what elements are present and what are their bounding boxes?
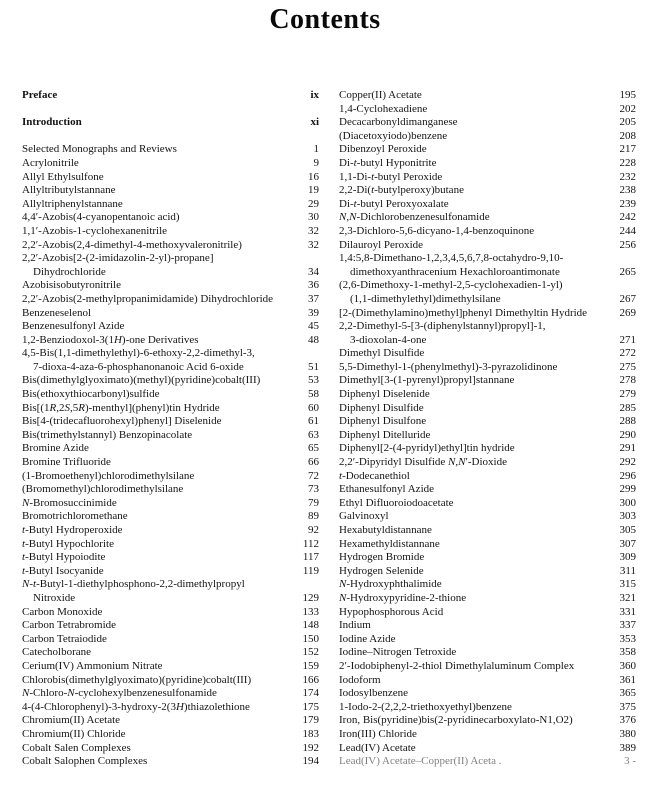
toc-entry-label: Dibenzoyl Peroxide: [339, 143, 427, 156]
toc-entry-page: 192: [302, 741, 319, 754]
toc-entry-label: Chromium(II) Chloride: [22, 727, 126, 740]
toc-entry-page: 195: [619, 89, 636, 101]
toc-entry-page: 65: [308, 442, 319, 455]
toc-entry-label: Di-t-butyl Peroxyoxalate: [339, 197, 449, 210]
toc-entry-page: 279: [619, 388, 636, 401]
toc-entry-label: Hypophosphorous Acid: [339, 605, 444, 618]
toc-entry-label: Cobalt Salophen Complexes: [22, 755, 148, 768]
toc-entry: [339, 565, 636, 579]
toc-entry-label: Introduction: [22, 116, 82, 129]
toc-entry-page: 159: [302, 659, 319, 672]
toc-entry-label: t-Butyl Hypoiodite: [22, 551, 106, 564]
toc-entry-label: 2,2′-Dipyridyl Disulfide N,N′-Dioxide: [339, 456, 507, 469]
toc-entry-page: 321: [619, 591, 636, 604]
toc-entry-label: Catecholborane: [22, 646, 92, 659]
toc-entry: [339, 347, 636, 361]
toc-entry-label: Lead(IV) Acetate: [339, 741, 416, 754]
toc-entry-page: 217: [619, 143, 636, 156]
toc-entry-page: 34: [308, 265, 319, 278]
toc-entry-page: 72: [308, 469, 319, 482]
toc-entry: [339, 429, 636, 443]
toc-entry-label: 7-dioxa-4-aza-6-phosphanonanoic Acid 6-oxide: [33, 360, 244, 373]
toc-entry: [339, 470, 636, 484]
toc-entry-label: Selected Monographs and Reviews: [22, 143, 177, 156]
toc-entry: [22, 728, 319, 742]
toc-entry-page: 61: [308, 415, 319, 428]
toc-entry: [22, 402, 319, 416]
toc-entry-page: 337: [619, 619, 636, 632]
toc-entry-label: 1,1′-Azobis-1-cyclohexanenitrile: [22, 224, 168, 237]
toc-entry-label: N,N-Dichlorobenzenesulfonamide: [339, 211, 490, 224]
toc-entry: [22, 456, 319, 470]
toc-entry: [22, 714, 319, 728]
toc-entry-page: xi: [310, 116, 319, 129]
toc-entry-label: Iodine–Nitrogen Tetroxide: [339, 646, 457, 659]
toc-entry-label: (1-Bromoethenyl)chlorodimethylsilane: [22, 469, 195, 482]
toc-entry: [339, 483, 636, 497]
toc-entry: [339, 497, 636, 511]
toc-entry: [339, 402, 636, 416]
toc-entry-page: 380: [619, 727, 636, 740]
toc-entry-page: 232: [619, 170, 636, 183]
toc-entry-page: 271: [619, 333, 636, 346]
toc-entry-label: Carbon Monoxide: [22, 605, 103, 618]
toc-entry: [22, 646, 319, 660]
toc-entry-page: 365: [619, 687, 636, 700]
toc-column-left: [22, 89, 319, 769]
toc-entry: [339, 279, 636, 293]
toc-entry: [22, 429, 319, 443]
toc-entry-label: Dimethyl Disulfide: [339, 347, 425, 360]
toc-entry-label: 4,4′-Azobis(4-cyanopentanoic acid): [22, 211, 180, 224]
toc-entry-label: 4,5-Bis(1,1-dimethylethyl)-6-ethoxy-2,2-dimethyl-3,: [22, 347, 255, 360]
toc-entry-page: 285: [619, 401, 636, 414]
toc-entry: [339, 606, 636, 620]
toc-entry: [22, 619, 319, 633]
toc-entry-label: 2,2′-Azobis(2-methylpropanimidamide) Dihydrochloride: [22, 292, 274, 305]
toc-entry-page: 376: [619, 714, 636, 727]
toc-entry-label: Chlorobis(dimethylglyoximato)(pyridine)cobalt(III): [22, 673, 252, 686]
toc-entry-page: 353: [619, 632, 636, 645]
toc-entry-label: Lead(IV) Acetate–Copper(II) Aceta .: [339, 755, 502, 768]
toc-entry-page: 45: [308, 320, 319, 333]
toc-entry: [22, 198, 319, 212]
page-title: Contents: [269, 4, 381, 35]
toc-entry-label: Cerium(IV) Ammonium Nitrate: [22, 659, 163, 672]
toc-entry-label: Bromine Trifluoride: [22, 456, 111, 469]
toc-spacer: [22, 103, 319, 117]
toc-entry-page: 29: [308, 197, 319, 210]
toc-entry: [339, 130, 636, 144]
toc-entry-label: 2,2-Di(t-butylperoxy)butane: [339, 184, 464, 197]
toc-entry-label: Bis(dimethylglyoximato)(methyl)(pyridine)cobalt(III): [22, 374, 261, 387]
toc-entry: [339, 171, 636, 185]
toc-entry-label: Azobisisobutyronitrile: [22, 279, 121, 292]
toc-entry-page: ix: [310, 89, 319, 101]
toc-entry: [339, 674, 636, 688]
toc-entry: [339, 524, 636, 538]
toc-entry-page: 166: [302, 673, 319, 686]
toc-entry: [339, 660, 636, 674]
toc-entry: [22, 347, 319, 361]
toc-entry-page: 1: [313, 143, 319, 156]
toc-entry: [339, 456, 636, 470]
toc-entry-page: 183: [302, 727, 319, 740]
toc-entry-page: 16: [308, 170, 319, 183]
toc-entry: [339, 388, 636, 402]
toc-entry: [339, 538, 636, 552]
toc-entry: [339, 578, 636, 592]
toc-entry-page: 194: [302, 755, 319, 768]
toc-entry: [339, 687, 636, 701]
toc-entry: [22, 89, 319, 103]
toc-entry-page: 299: [619, 483, 636, 496]
toc-entry-label: Diphenyl Disulfide: [339, 401, 424, 414]
toc-entry-label: Cobalt Salen Complexes: [22, 741, 131, 754]
toc-entry: [339, 293, 636, 307]
toc-entry-page: 63: [308, 428, 319, 441]
toc-entry-page: 119: [302, 564, 319, 577]
toc-entry: [339, 211, 636, 225]
toc-entry-label: Iron(III) Chloride: [339, 727, 417, 740]
toc-column-right: [339, 89, 636, 769]
toc-entry-label: N-Bromosuccinimide: [22, 496, 117, 509]
toc-entry-page: 267: [619, 292, 636, 305]
toc-entry: [22, 157, 319, 171]
toc-entry: [339, 374, 636, 388]
toc-entry-page: 30: [308, 211, 319, 224]
toc-entry-label: Hexabutyldistannane: [339, 524, 432, 536]
toc-entry: [22, 143, 319, 157]
toc-entry-page: 311: [619, 564, 636, 577]
toc-entry: [339, 225, 636, 239]
toc-entry: [22, 592, 319, 606]
toc-entry-page: 307: [619, 537, 636, 550]
toc-entry-page: 361: [619, 673, 636, 686]
toc-entry-page: 208: [619, 129, 636, 142]
toc-entry-page: 360: [619, 659, 636, 672]
toc-entry-label: Iron, Bis(pyridine)bis(2-pyridinecarboxylato-N1,O2): [339, 714, 573, 727]
toc-entry-label: N-t-Butyl-1-diethylphosphono-2,2-dimethylpropyl: [22, 578, 245, 591]
toc-entry-label: (Diacetoxyiodo)benzene: [339, 129, 448, 142]
toc-entry-page: 309: [619, 551, 636, 564]
toc-entry-page: 272: [619, 347, 636, 360]
toc-entry: [22, 388, 319, 402]
toc-entry-page: 179: [302, 714, 319, 727]
toc-entry-page: 148: [302, 619, 319, 632]
toc-entry: [22, 184, 319, 198]
toc-entry: [22, 578, 319, 592]
toc-entry-page: 58: [308, 388, 319, 401]
toc-entry-label: Benzenesulfonyl Azide: [22, 320, 125, 333]
toc-entry-label: t-Butyl Hypochlorite: [22, 537, 114, 550]
toc-entry: [339, 646, 636, 660]
toc-entry-page: 239: [619, 197, 636, 210]
toc-entry: [22, 551, 319, 565]
toc-entry: [22, 239, 319, 253]
toc-entry-page: 228: [619, 156, 636, 169]
toc-entry: [22, 538, 319, 552]
toc-entry-page: 19: [308, 184, 319, 197]
toc-entry: [22, 307, 319, 321]
toc-entry-page: 36: [308, 279, 319, 292]
toc-entry: [22, 606, 319, 620]
toc-entry: [22, 211, 319, 225]
toc-entry: [22, 116, 319, 130]
toc-entry-label: Preface: [22, 89, 58, 101]
toc-entry-label: Ethanesulfonyl Azide: [339, 483, 435, 496]
toc-entry-page: 292: [619, 456, 636, 469]
toc-entry-page: 53: [308, 374, 319, 387]
toc-entry: [22, 361, 319, 375]
toc-entry: [22, 171, 319, 185]
toc-entry: [22, 334, 319, 348]
toc-entry-page: 9: [313, 156, 319, 169]
toc-entry-label: Bromotrichloromethane: [22, 510, 128, 523]
toc-entry: [22, 320, 319, 334]
toc-entry: [339, 755, 636, 769]
toc-entry-label: 1,4:5,8-Dimethano-1,2,3,4,5,6,7,8-octahydro-9,10-: [339, 252, 564, 265]
toc-entry-label: Bis[4-(tridecafluorohexyl)phenyl] Diselenide: [22, 415, 222, 428]
toc-entry: [22, 483, 319, 497]
toc-entry-label: 1,4-Cyclohexadiene: [339, 102, 428, 115]
toc-entry-label: (2,6-Dimethoxy-1-methyl-2,5-cyclohexadien-1-yl): [339, 279, 563, 292]
toc-entry-label: Di-t-butyl Hyponitrite: [339, 156, 437, 169]
toc-entry-page: 205: [619, 116, 636, 129]
toc-entry: [22, 225, 319, 239]
toc-entry-page: 150: [302, 632, 319, 645]
toc-entry-label: Copper(II) Acetate: [339, 89, 422, 101]
toc-entry-label: 2′-Iodobiphenyl-2-thiol Dimethylaluminum Complex: [339, 659, 575, 672]
toc-entry-label: Hydrogen Selenide: [339, 564, 424, 577]
toc-entry-page: 51: [308, 360, 319, 373]
toc-entry-label: Diphenyl Diselenide: [339, 388, 430, 401]
toc-entry: [22, 565, 319, 579]
toc-entry-page: 79: [308, 496, 319, 509]
toc-entry-page: 315: [619, 578, 636, 591]
toc-entry-label: 2,3-Dichloro-5,6-dicyano-1,4-benzoquinone: [339, 224, 535, 237]
toc-entry: [339, 415, 636, 429]
toc-entry-page: 300: [619, 496, 636, 509]
toc-entry-page: 389: [619, 741, 636, 754]
toc-entry: [339, 442, 636, 456]
toc-entry: [22, 633, 319, 647]
toc-entry-label: Galvinoxyl: [339, 510, 389, 523]
toc-entry-label: Benzeneselenol: [22, 306, 92, 319]
toc-entry-page: 291: [619, 442, 636, 455]
toc-entry-page: 39: [308, 306, 319, 319]
toc-entry-page: 129: [302, 591, 319, 604]
toc-entry: [22, 415, 319, 429]
toc-entry: [339, 510, 636, 524]
toc-entry-label: N-Chloro-N-cyclohexylbenzenesulfonamide: [22, 687, 217, 700]
toc-entry: [22, 266, 319, 280]
toc-entry: [22, 293, 319, 307]
toc-entry: [22, 442, 319, 456]
toc-entry-page: 331: [619, 605, 636, 618]
toc-entry: [339, 551, 636, 565]
toc-entry-label: Bis(ethoxythiocarbonyl)sulfide: [22, 388, 160, 401]
toc-entry-label: Ethyl Difluoroiodoacetate: [339, 496, 454, 509]
toc-entry-page: 296: [619, 469, 636, 482]
toc-entry-label: 3-dioxolan-4-one: [350, 333, 427, 346]
toc-entry-page: 265: [619, 265, 636, 278]
toc-entry-page: 375: [619, 700, 636, 713]
toc-entry-page: 175: [302, 700, 319, 713]
toc-entry: [22, 755, 319, 769]
toc-entry: [339, 143, 636, 157]
toc-entry: [22, 524, 319, 538]
toc-spacer: [22, 130, 319, 144]
toc-entry: [339, 266, 636, 280]
toc-entry-page: 269: [619, 306, 636, 319]
toc-entry: [339, 334, 636, 348]
toc-entry-label: Hexamethyldistannane: [339, 537, 440, 550]
toc-entry-label: Acrylonitrile: [22, 156, 79, 169]
toc-entry: [22, 374, 319, 388]
toc-entry-label: Diphenyl Ditelluride: [339, 428, 431, 441]
toc-entry-label: Carbon Tetrabromide: [22, 619, 117, 632]
toc-entry-label: Allyltriphenylstannane: [22, 197, 123, 210]
toc-entry-label: dimethoxyanthracenium Hexachloroantimonate: [350, 265, 560, 278]
toc-entry-label: Iodoform: [339, 673, 381, 686]
toc-entry-page: 66: [308, 456, 319, 469]
toc-entry-page: 60: [308, 401, 319, 414]
toc-entry: [339, 198, 636, 212]
toc-entry: [339, 103, 636, 117]
toc-entry-label: t-Butyl Isocyanide: [22, 564, 104, 577]
toc-entry: [339, 633, 636, 647]
toc-entry-label: 2,2′-Azobis(2,4-dimethyl-4-methoxyvaleronitrile): [22, 238, 242, 251]
table-of-contents: [22, 89, 636, 769]
toc-entry-label: Nitroxide: [33, 591, 76, 604]
toc-entry-label: Iodosylbenzene: [339, 687, 409, 700]
toc-entry: [339, 619, 636, 633]
toc-entry-label: 2,2′-Azobis[2-(2-imidazolin-2-yl)-propane]: [22, 252, 214, 265]
toc-entry-label: (1,1-dimethylethyl)dimethylsilane: [350, 292, 501, 305]
toc-entry-page: 73: [308, 483, 319, 496]
toc-entry-label: Iodine Azide: [339, 632, 396, 645]
toc-entry-page: 133: [302, 605, 319, 618]
toc-entry-page: 37: [308, 292, 319, 305]
toc-entry-page: 89: [308, 510, 319, 523]
toc-entry-label: Bis(trimethylstannyl) Benzopinacolate: [22, 428, 193, 441]
toc-entry: [339, 320, 636, 334]
toc-entry-label: 1,1-Di-t-butyl Peroxide: [339, 170, 443, 183]
toc-entry: [22, 470, 319, 484]
toc-entry-label: t-Dodecanethiol: [339, 469, 410, 482]
toc-entry: [339, 184, 636, 198]
toc-entry: [339, 239, 636, 253]
toc-entry-page: 358: [619, 646, 636, 659]
toc-entry-label: 1-Iodo-2-(2,2,2-triethoxyethyl)benzene: [339, 700, 512, 713]
toc-entry: [22, 660, 319, 674]
toc-entry-label: Allyl Ethylsulfone: [22, 170, 104, 183]
toc-entry-page: 3 -: [624, 755, 636, 768]
toc-entry: [339, 701, 636, 715]
toc-entry-label: Dimethyl[3-(1-pyrenyl)propyl]stannane: [339, 374, 515, 387]
toc-entry-page: 112: [302, 537, 319, 550]
toc-entry-label: Indium: [339, 619, 371, 632]
toc-entry: [22, 252, 319, 266]
toc-entry: [22, 279, 319, 293]
toc-entry-page: 117: [302, 551, 319, 564]
toc-entry-page: 174: [302, 687, 319, 700]
toc-entry-label: 4-(4-Chlorophenyl)-3-hydroxy-2(3H)thiazolethione: [22, 700, 250, 713]
toc-entry-label: Diphenyl Disulfone: [339, 415, 427, 428]
toc-entry-label: Dilauroyl Peroxide: [339, 238, 424, 251]
toc-entry-label: t-Butyl Hydroperoxide: [22, 524, 123, 536]
toc-entry-page: 92: [308, 524, 319, 536]
toc-entry-label: Hydrogen Bromide: [339, 551, 425, 564]
toc-entry: [339, 714, 636, 728]
toc-entry-page: 244: [619, 224, 636, 237]
toc-entry-page: 275: [619, 360, 636, 373]
toc-entry-label: (Bromomethyl)chlorodimethylsilane: [22, 483, 184, 496]
toc-entry-page: 32: [308, 238, 319, 251]
toc-entry-label: Allyltributylstannane: [22, 184, 116, 197]
toc-entry-label: N-Hydroxypyridine-2-thione: [339, 591, 467, 604]
toc-entry: [339, 89, 636, 103]
toc-entry-page: 278: [619, 374, 636, 387]
toc-entry-label: Carbon Tetraiodide: [22, 632, 107, 645]
toc-entry-page: 305: [619, 524, 636, 536]
toc-entry: [339, 728, 636, 742]
toc-entry: [339, 307, 636, 321]
toc-entry-label: [2-(Dimethylamino)methyl]phenyl Dimethyltin Hydride: [339, 306, 588, 319]
toc-entry-page: 288: [619, 415, 636, 428]
toc-entry-page: 303: [619, 510, 636, 523]
toc-entry-label: Dihydrochloride: [33, 265, 106, 278]
toc-entry: [22, 497, 319, 511]
toc-entry-page: 256: [619, 238, 636, 251]
toc-entry-page: 152: [302, 646, 319, 659]
toc-entry: [22, 674, 319, 688]
toc-entry-label: 1,2-Benziodoxol-3(1H)-one Derivatives: [22, 333, 199, 346]
toc-entry-page: 48: [308, 333, 319, 346]
toc-entry: [339, 157, 636, 171]
toc-entry-page: 290: [619, 428, 636, 441]
toc-entry-label: Chromium(II) Acetate: [22, 714, 121, 727]
toc-entry-label: Diphenyl[2-(4-pyridyl)ethyl]tin hydride: [339, 442, 515, 455]
toc-entry: [339, 361, 636, 375]
toc-entry: [22, 510, 319, 524]
toc-entry: [22, 742, 319, 756]
toc-entry-label: Bis[(1R,2S,5R)-menthyl](phenyl)tin Hydride: [22, 401, 220, 414]
toc-entry-page: 238: [619, 184, 636, 197]
toc-entry-label: N-Hydroxyphthalimide: [339, 578, 442, 591]
toc-entry-label: 2,2-Dimethyl-5-[3-(diphenylstannyl)propyl]-1,: [339, 320, 546, 333]
toc-entry: [22, 701, 319, 715]
toc-entry: [339, 592, 636, 606]
toc-entry-label: Decacarbonyldimanganese: [339, 116, 458, 129]
toc-entry-page: 242: [619, 211, 636, 224]
toc-entry: [22, 687, 319, 701]
toc-entry: [339, 116, 636, 130]
toc-entry-label: Bromine Azide: [22, 442, 89, 455]
toc-entry-label: 5,5-Dimethyl-1-(phenylmethyl)-3-pyrazolidinone: [339, 360, 558, 373]
toc-entry-page: 202: [619, 102, 636, 115]
toc-entry-page: 32: [308, 224, 319, 237]
toc-entry: [339, 252, 636, 266]
toc-entry: [339, 742, 636, 756]
